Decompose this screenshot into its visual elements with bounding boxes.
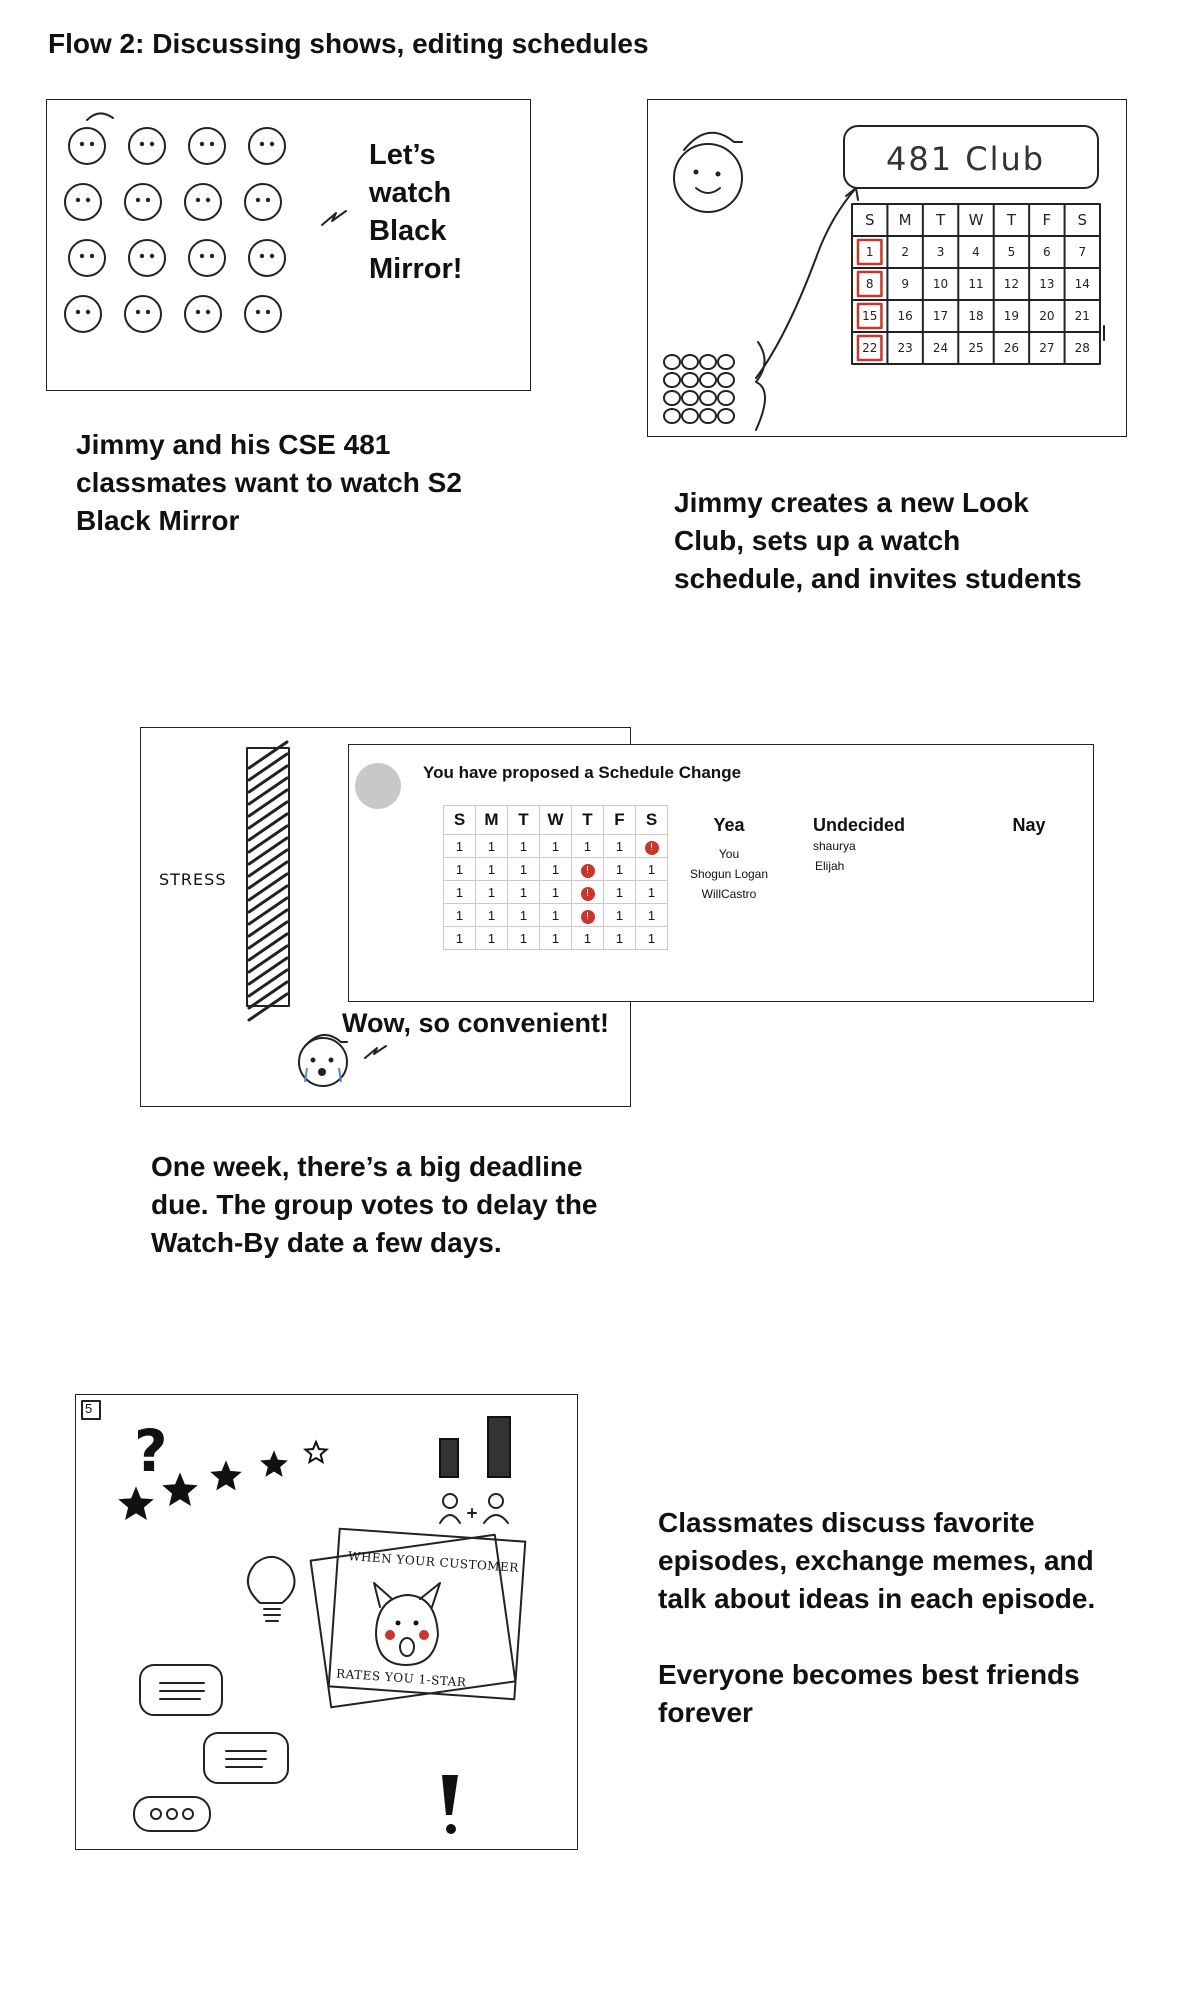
face-icon	[718, 355, 734, 369]
schedule-cell[interactable]: 1	[444, 835, 476, 858]
schedule-cell[interactable]: 1	[636, 858, 668, 881]
schedule-cell[interactable]: 1	[508, 927, 540, 950]
schedule-cell[interactable]: 1	[508, 835, 540, 858]
star-icon	[121, 1489, 151, 1518]
face-icon	[682, 409, 698, 423]
face-icon	[700, 409, 716, 423]
calendar-day: 3	[936, 245, 945, 259]
schedule-weekday: F	[604, 806, 636, 835]
calendar-day: 20	[1039, 309, 1055, 323]
face-icon	[185, 184, 221, 220]
face-icon	[700, 373, 716, 387]
panel-1-sketch	[46, 99, 531, 391]
face-icon	[664, 391, 680, 405]
schedule-grid	[443, 805, 668, 950]
schedule-cell[interactable]: 1	[476, 835, 508, 858]
calendar-day: 17	[932, 309, 949, 323]
caption-line: due. The group votes to delay the	[151, 1189, 598, 1220]
schedule-cell[interactable]: 1	[476, 927, 508, 950]
calendar-day: 9	[901, 277, 909, 291]
calendar-day: 13	[1039, 277, 1055, 291]
panel-1-caption	[76, 426, 462, 540]
calendar-day: 12	[1003, 277, 1020, 291]
face-icon	[664, 373, 680, 387]
face-icon	[718, 391, 734, 405]
caption-line: schedule, and invites students	[674, 563, 1082, 594]
panel-4-caption	[658, 1504, 1095, 1618]
face-icon	[664, 409, 680, 423]
schedule-change-marker[interactable]: !	[572, 881, 604, 904]
face-icon	[65, 296, 101, 332]
schedule-cell[interactable]: 1	[604, 904, 636, 927]
exclamation-bar-icon	[488, 1417, 510, 1477]
face-icon	[129, 240, 165, 276]
face-icon	[718, 409, 734, 423]
schedule-cell[interactable]: 1	[604, 858, 636, 881]
calendar-weekday: T	[935, 211, 946, 229]
schedule-change-card	[348, 744, 1094, 1002]
speech-line: watch	[369, 177, 452, 209]
schedule-cell[interactable]: 1	[540, 904, 572, 927]
speech-line: Let’s	[369, 139, 436, 171]
voter-name: Shogun Logan	[689, 867, 769, 881]
schedule-cell[interactable]: 1	[444, 858, 476, 881]
caption-line: Jimmy and his CSE 481	[76, 429, 391, 460]
face-icon	[700, 391, 716, 405]
calendar-day: 27	[1039, 341, 1055, 355]
face-icon	[65, 184, 101, 220]
schedule-weekday: M	[476, 806, 508, 835]
schedule-cell[interactable]: 1	[508, 881, 540, 904]
schedule-row	[444, 881, 668, 904]
face-icon	[189, 240, 225, 276]
discussion-sketch	[76, 1395, 579, 1851]
club-name: 481 Club	[886, 140, 1046, 178]
calendar-day: 1	[865, 245, 874, 259]
speech-line: Black	[369, 215, 447, 247]
voter-name: shaurya	[813, 839, 856, 853]
calendar-day: 21	[1074, 309, 1090, 323]
calendar-day: 22	[862, 341, 878, 355]
schedule-weekday: W	[540, 806, 572, 835]
schedule-cell[interactable]: 1	[540, 881, 572, 904]
meme-bottom-text: RATES YOU 1-STAR	[335, 1666, 467, 1690]
speech-text	[369, 136, 462, 288]
star-icon	[263, 1453, 286, 1475]
question-mark-icon: ?	[134, 1417, 168, 1485]
schedule-cell[interactable]: 1	[476, 858, 508, 881]
caption-line: episodes, exchange memes, and	[658, 1545, 1094, 1576]
typing-bubble-icon	[134, 1797, 210, 1831]
schedule-cell[interactable]: 1	[444, 904, 476, 927]
schedule-change-marker[interactable]: !	[636, 835, 668, 858]
face-icon	[189, 128, 225, 164]
schedule-weekday: S	[444, 806, 476, 835]
nay-column	[989, 815, 1069, 844]
caption-line: One week, there’s a big deadline	[151, 1151, 583, 1182]
avatar	[355, 763, 401, 809]
calendar-day: 19	[1003, 309, 1020, 323]
schedule-cell[interactable]: 1	[540, 835, 572, 858]
schedule-cell[interactable]: 1	[444, 881, 476, 904]
face-icon	[664, 355, 680, 369]
calendar-day: 11	[968, 277, 984, 291]
caption-line: forever	[658, 1697, 753, 1728]
caption-line: talk about ideas in each episode.	[658, 1583, 1096, 1614]
calendar-weekday: S	[1077, 211, 1088, 229]
schedule-cell[interactable]: 1	[604, 881, 636, 904]
schedule-weekday: T	[572, 806, 604, 835]
calendar-day: 25	[968, 341, 984, 355]
schedule-cell[interactable]: 1	[572, 927, 604, 950]
calendar-weekday: M	[898, 211, 912, 229]
calendar-day: 14	[1074, 277, 1090, 291]
voter-name: You	[718, 847, 740, 861]
panel-4-sketch	[75, 1394, 578, 1850]
calendar-day: 28	[1074, 341, 1090, 355]
exclamation-text: Wow, so convenient!	[342, 1008, 610, 1038]
panel-2-caption	[674, 484, 1082, 598]
undecided-heading: Undecided	[813, 815, 906, 835]
schedule-change-marker[interactable]: !	[572, 904, 604, 927]
schedule-row	[444, 835, 668, 858]
face-icon	[69, 240, 105, 276]
schedule-cell[interactable]: 1	[540, 927, 572, 950]
meme-top-text: WHEN YOUR CUSTOMER	[347, 1549, 520, 1575]
calendar-weekday: S	[864, 211, 875, 229]
calendar-day: 7	[1078, 245, 1087, 259]
calendar-day: 16	[897, 309, 913, 323]
star-icon	[165, 1475, 195, 1504]
schedule-row	[444, 927, 668, 950]
calendar-day: 10	[932, 277, 949, 291]
face-icon	[185, 296, 221, 332]
schedule-cell[interactable]: 1	[476, 904, 508, 927]
star-icon	[213, 1463, 240, 1488]
calendar-day: 8	[865, 277, 874, 291]
exclamation-icon	[442, 1775, 458, 1815]
caption-line: Black Mirror	[76, 505, 240, 536]
calendar-day: 26	[1003, 341, 1020, 355]
calendar-labels	[852, 204, 1100, 364]
lightbulb-icon	[248, 1557, 295, 1603]
schedule-cell[interactable]: 1	[540, 858, 572, 881]
schedule-cell[interactable]: 1	[604, 835, 636, 858]
schedule-cell[interactable]: 1	[636, 927, 668, 950]
caption-line: Watch-By date a few days.	[151, 1227, 502, 1258]
speech-line: Mirror!	[369, 253, 463, 285]
schedule-cell[interactable]: 1	[572, 835, 604, 858]
caption-line: Classmates discuss favorite	[658, 1507, 1035, 1538]
schedule-change-title: You have proposed a Schedule Change	[423, 763, 742, 782]
schedule-cell[interactable]: 1	[444, 927, 476, 950]
face-icon	[245, 296, 281, 332]
face-icon	[125, 184, 161, 220]
schedule-cell[interactable]: 1	[508, 858, 540, 881]
calendar-day: 6	[1043, 245, 1051, 259]
calendar-day: 15	[862, 309, 878, 323]
face-icon	[249, 240, 285, 276]
schedule-cell[interactable]: 1	[508, 904, 540, 927]
calendar-day: 5	[1007, 245, 1016, 259]
calendar-weekday: T	[1006, 211, 1016, 229]
exclamation-bar-icon	[440, 1439, 458, 1477]
schedule-cell[interactable]: 1	[476, 881, 508, 904]
stress-label: STRESS	[159, 870, 227, 889]
caption-line: Club, sets up a watch	[674, 525, 961, 556]
schedule-cell[interactable]: 1	[636, 881, 668, 904]
schedule-row	[444, 904, 668, 927]
voter-name: Elijah	[815, 859, 845, 873]
caption-line: Everyone becomes best friends	[658, 1659, 1080, 1690]
nay-heading: Nay	[1012, 815, 1046, 835]
calendar-weekday: W	[968, 211, 984, 229]
face-icon	[129, 128, 165, 164]
schedule-weekday: T	[508, 806, 540, 835]
calendar-day: 23	[897, 341, 913, 355]
caption-line: Jimmy creates a new Look	[674, 487, 1029, 518]
face-icon	[245, 184, 281, 220]
voter-name: WillCastro	[701, 887, 757, 901]
jimmy-face-icon	[674, 144, 742, 212]
yea-column	[669, 815, 789, 904]
face-icon	[682, 391, 698, 405]
face-icon	[700, 355, 716, 369]
face-icon	[682, 373, 698, 387]
star-icon	[306, 1442, 327, 1462]
panel-2-sketch	[647, 99, 1127, 437]
schedule-change-marker[interactable]: !	[572, 858, 604, 881]
calendar-day: 4	[972, 245, 980, 259]
calendar-day: 2	[901, 245, 909, 259]
face-icon	[125, 296, 161, 332]
calendar-day: 24	[932, 341, 949, 355]
page-title: Flow 2: Discussing shows, editing schedules	[48, 28, 649, 59]
panel-number: 5	[85, 1401, 93, 1416]
schedule-row	[444, 858, 668, 881]
face-icon	[249, 128, 285, 164]
caption-line: classmates want to watch S2	[76, 467, 462, 498]
face-icon	[718, 373, 734, 387]
yea-heading: Yea	[713, 815, 745, 835]
face-icon	[682, 355, 698, 369]
panel-3-caption	[151, 1148, 598, 1262]
schedule-cell[interactable]: 1	[604, 927, 636, 950]
face-icon	[69, 128, 105, 164]
schedule-cell[interactable]: 1	[636, 904, 668, 927]
schedule-weekday: S	[636, 806, 668, 835]
calendar-day: 18	[968, 309, 984, 323]
panel-4-caption-2	[658, 1656, 1080, 1732]
undecided-column	[813, 815, 933, 876]
calendar-weekday: F	[1042, 211, 1052, 229]
